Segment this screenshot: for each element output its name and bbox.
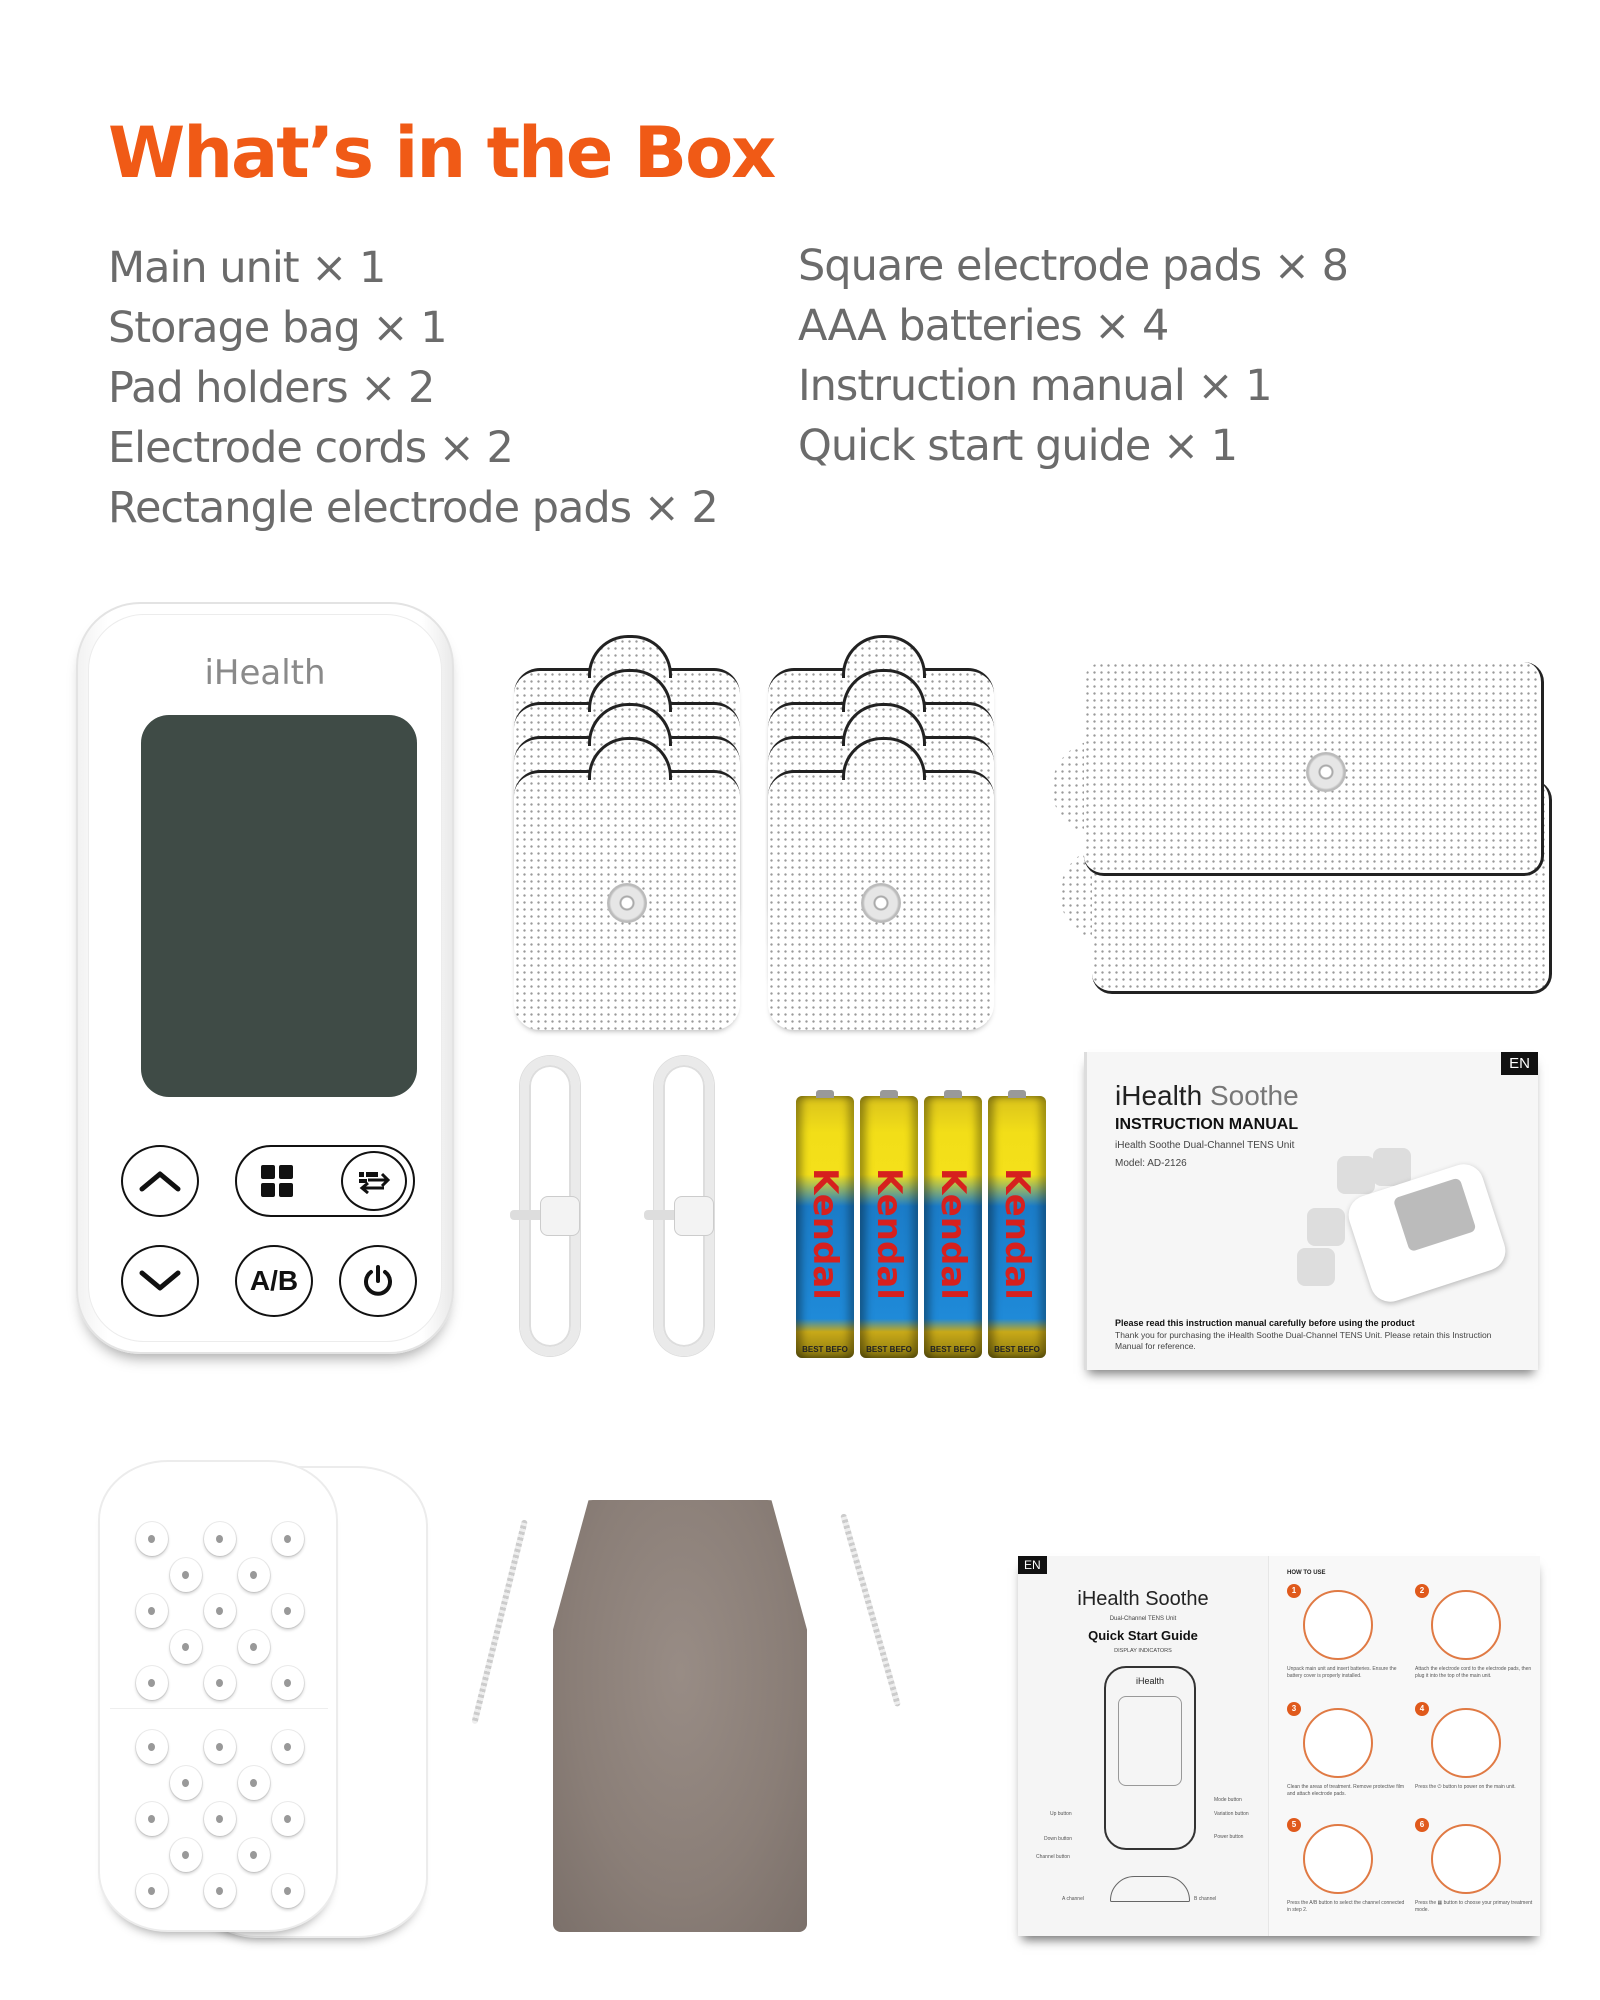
manual-subtitle: iHealth Soothe Dual-Channel TENS Unit [1115, 1140, 1295, 1151]
square-pad [768, 770, 994, 1030]
square-pad [514, 770, 740, 1030]
chevron-up-icon [138, 1169, 182, 1193]
list-item: Rectangle electrode pads × 2 [108, 483, 718, 533]
manual-brand: iHealth Soothe [1115, 1080, 1299, 1111]
battery-brand: Kendal [997, 1168, 1037, 1300]
guide-step: 3 Clean the areas of treatment. Remove protective film and attach electrode pads. [1287, 1704, 1404, 1797]
guide-step: 4 Press the ⏻ button to power on the main unit. [1415, 1704, 1516, 1790]
list-item: Instruction manual × 1 [798, 361, 1272, 411]
battery: Kendal BEST BEFO [988, 1096, 1046, 1358]
square-pads-stack-1 [514, 632, 740, 1002]
manual-notice-heading: Please read this instruction manual carefully before using the product [1115, 1318, 1415, 1328]
down-button [121, 1245, 199, 1317]
contents-list-left [108, 238, 718, 538]
grid-icon [261, 1165, 293, 1197]
chevron-down-icon [138, 1269, 182, 1293]
square-pads-stack-2 [768, 632, 994, 1002]
language-badge: EN [1501, 1052, 1538, 1075]
rectangle-pad [1084, 662, 1544, 876]
guide-title: Quick Start Guide [1088, 1628, 1198, 1643]
power-icon [361, 1264, 395, 1298]
page-title: What’s in the Box [108, 112, 775, 194]
storage-bag [553, 1500, 807, 1932]
snap-connector-icon [607, 883, 647, 923]
contents-list-right [798, 236, 1348, 476]
channel-button [235, 1245, 313, 1317]
lcd-screen [141, 715, 417, 1097]
device-top-diagram [1110, 1876, 1190, 1902]
unit-brand-logo: iHealth [204, 653, 326, 693]
pad-holder [98, 1460, 338, 1932]
device-diagram: iHealth [1104, 1666, 1196, 1850]
list-item: Square electrode pads × 8 [798, 241, 1348, 291]
power-button [339, 1245, 417, 1317]
list-item: Main unit × 1 [108, 243, 386, 293]
language-badge: EN [1018, 1556, 1047, 1574]
electrode-cord [644, 1056, 740, 1376]
mode-variation-button-group [235, 1145, 415, 1217]
battery-brand: Kendal [933, 1168, 973, 1300]
up-button [121, 1145, 199, 1217]
battery: Kendal BEST BEFO [860, 1096, 918, 1358]
how-to-use-heading: HOW TO USE [1287, 1570, 1326, 1576]
battery-brand: Kendal [869, 1168, 909, 1300]
battery: Kendal BEST BEFO [796, 1096, 854, 1358]
battery: Kendal BEST BEFO [924, 1096, 982, 1358]
variation-button [341, 1151, 407, 1211]
snap-connector-icon [861, 883, 901, 923]
manual-heading: INSTRUCTION MANUAL [1115, 1116, 1299, 1133]
list-item: Electrode cords × 2 [108, 423, 513, 473]
electrode-cord [510, 1056, 606, 1376]
battery-brand: Kendal [805, 1168, 845, 1300]
channel-button-label: A/B [249, 1265, 299, 1296]
quick-start-guide-image: EN iHealth Soothe Dual-Channel TENS Unit Quick Start Guide DISPLAY INDICATORS iHealth Up button Down button Channel button Mode button Variation button Power button A channel B channel HOW TO USE 1 Unpack main unit and insert batteries. Ensure the battery cover is properly installed. 2 Attach the electrode cord to the electrode pads, then plug it into the top of the main unit. 3 Clean the areas of treatment. Remove protective film and attach electrode pads. 4 Press the ⏻ button to power on the main unit. 5 Press the A/B button to select the channel connected in step 2. 6 Press the ▦ button to choose your primary treatment mode. [1018, 1556, 1540, 1936]
guide-brand: iHealth Soothe [1077, 1588, 1209, 1610]
manual-model: Model: AD-2126 [1115, 1158, 1187, 1169]
variation-icon [356, 1168, 392, 1194]
instruction-manual-image [1084, 1052, 1538, 1370]
guide-step: 6 Press the ▦ button to choose your primary treatment mode. [1415, 1820, 1533, 1913]
guide-step: 2 Attach the electrode cord to the electrode pads, then plug it into the top of the main unit. [1415, 1586, 1532, 1679]
snap-connector-icon [1306, 752, 1346, 792]
list-item: Storage bag × 1 [108, 303, 447, 353]
manual-notice: Thank you for purchasing the iHealth Soothe Dual-Channel TENS Unit. Please retain this Instruction Manual for reference. [1115, 1330, 1492, 1351]
list-item: Quick start guide × 1 [798, 421, 1238, 471]
main-unit-image [76, 602, 454, 1354]
list-item: AAA batteries × 4 [798, 301, 1169, 351]
guide-step: 1 Unpack main unit and insert batteries. Ensure the battery cover is properly installed. [1287, 1586, 1397, 1679]
list-item: Pad holders × 2 [108, 363, 435, 413]
guide-step: 5 Press the A/B button to select the channel connected in step 2. [1287, 1820, 1405, 1913]
